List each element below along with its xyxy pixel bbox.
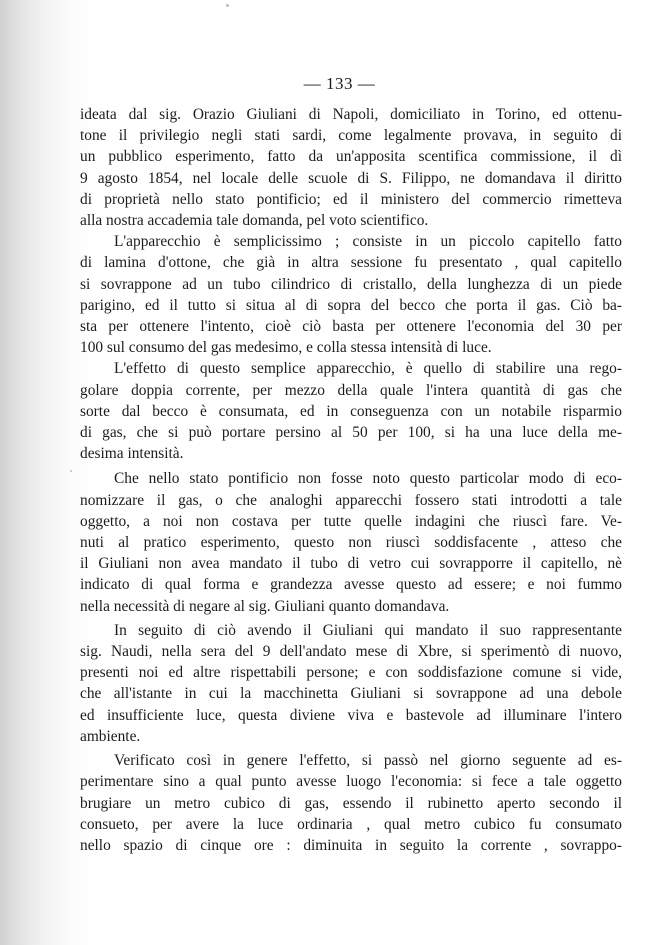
text-line: In seguito di ciò avendo il Giuliani qui mandato il suo rappresentante <box>114 621 622 639</box>
text-line: perimentare sino a qual punto avesse luogo l'economia: si fece a tale oggetto <box>80 773 622 791</box>
text-line: di gas, che si può portare persino al 50 per 100, si ha una luce della me- <box>80 424 622 442</box>
text-line: nuti al pratico esperimento, questo non riuscì soddisfacente , atteso che <box>80 534 622 552</box>
text-line: golare doppia corrente, per mezzo della quale l'intera quantità di gas che <box>80 381 622 399</box>
text-line: Verificato così in genere l'effetto, si passò nel giorno seguente ad es- <box>114 752 622 770</box>
paragraph-6 <box>80 750 622 856</box>
text-line: alla nostra accademia tale domanda, pel voto scientifico. <box>80 212 429 230</box>
text-line: nomizzare il gas, o che analoghi apparecchi fossero stati introdotti a tale <box>80 491 622 509</box>
text-line: sta per ottenere l'intento, cioè ciò basta per ottenere l'economia del 30 per <box>80 318 622 336</box>
text-line: 9 agosto 1854, nel locale delle scuole di S. Filippo, ne domandava il diritto <box>80 169 622 187</box>
text-line: nella necessità di negare al sig. Giuliani quanto domandava. <box>80 597 450 615</box>
paragraph-5 <box>80 620 622 747</box>
page-number: — 133 — <box>303 74 376 93</box>
text-line: sig. Naudi, nella sera del 9 dell'andato mese di Xbre, si sperimentò di nuovo, <box>80 643 622 661</box>
text-line: che all'istante in cui la macchinetta Giuliani si sovrappone ad una debole <box>80 685 622 703</box>
paragraph-1 <box>80 104 622 231</box>
text-line: 100 sul consumo del gas medesimo, e colla stessa intensità di luce. <box>80 339 492 357</box>
paper-speck <box>226 4 229 7</box>
text-line: parigino, ed il tutto si situa al di sopra del becco che porta il gas. Ciò ba- <box>80 296 622 314</box>
paragraph-4 <box>80 468 622 616</box>
text-line: L'apparecchio è semplicissimo ; consiste in un piccolo capitello fatto <box>114 233 622 251</box>
text-line: brugiare un metro cubico di gas, essendo il rubinetto aperto secondo il <box>80 794 622 812</box>
text-line: di lamina d'ottone, che già in altra sessione fu presentato , qual capitello <box>80 254 622 272</box>
paragraph-3 <box>80 358 622 464</box>
text-line: il Giuliani non avea mandato il tubo di vetro cui sovrapporre il capitello, nè <box>80 555 622 573</box>
text-line: ideata dal sig. Orazio Giuliani di Napoli, domiciliato in Torino, ed ottenu- <box>80 106 622 123</box>
text-line: L'effetto di questo semplice apparecchio, è quello di stabilire una rego- <box>114 360 622 378</box>
text-line: un pubblico esperimento, fatto da un'apposita scentifica commissione, il dì <box>80 148 622 166</box>
text-line: si sovrappone ad un tubo cilindrico di cristallo, della lunghezza di un piede <box>80 275 622 293</box>
body-text <box>80 104 622 856</box>
text-line: oggetto, a noi non costava per tutte quelle indagini che riuscì fare. Ve- <box>80 512 622 530</box>
text-line: indicato di qual forma e grandezza avesse questo ad essere; e noi fummo <box>80 576 622 594</box>
text-line: presenti noi ed altre rispettabili persone; e con soddisfazione comune si vide, <box>80 664 622 682</box>
paper-speck <box>70 470 72 472</box>
text-line: ed insufficiente luce, questa diviene viva e bastevole ad illuminare l'intero <box>80 706 622 724</box>
text-line: ambiente. <box>80 727 141 745</box>
text-line: di proprietà nello stato pontificio; ed il ministero del commercio rimetteva <box>80 190 622 208</box>
text-line: Che nello stato pontificio non fosse noto questo particolar modo di eco- <box>114 470 622 488</box>
text-line: nello spazio di cinque ore : diminuita in seguito la corrente , sovrappo- <box>80 836 622 854</box>
text-line: desima intensità. <box>80 445 184 463</box>
text-line: consueto, per avere la luce ordinaria , qual metro cubico fu consumato <box>80 815 622 833</box>
text-line: sorte dal becco è consumata, ed in conseguenza con un notabile risparmio <box>80 402 622 420</box>
paragraph-2 <box>80 231 622 358</box>
text-line: tone il privilegio negli stati sardi, come legalmente provava, in seguito di <box>80 127 622 145</box>
